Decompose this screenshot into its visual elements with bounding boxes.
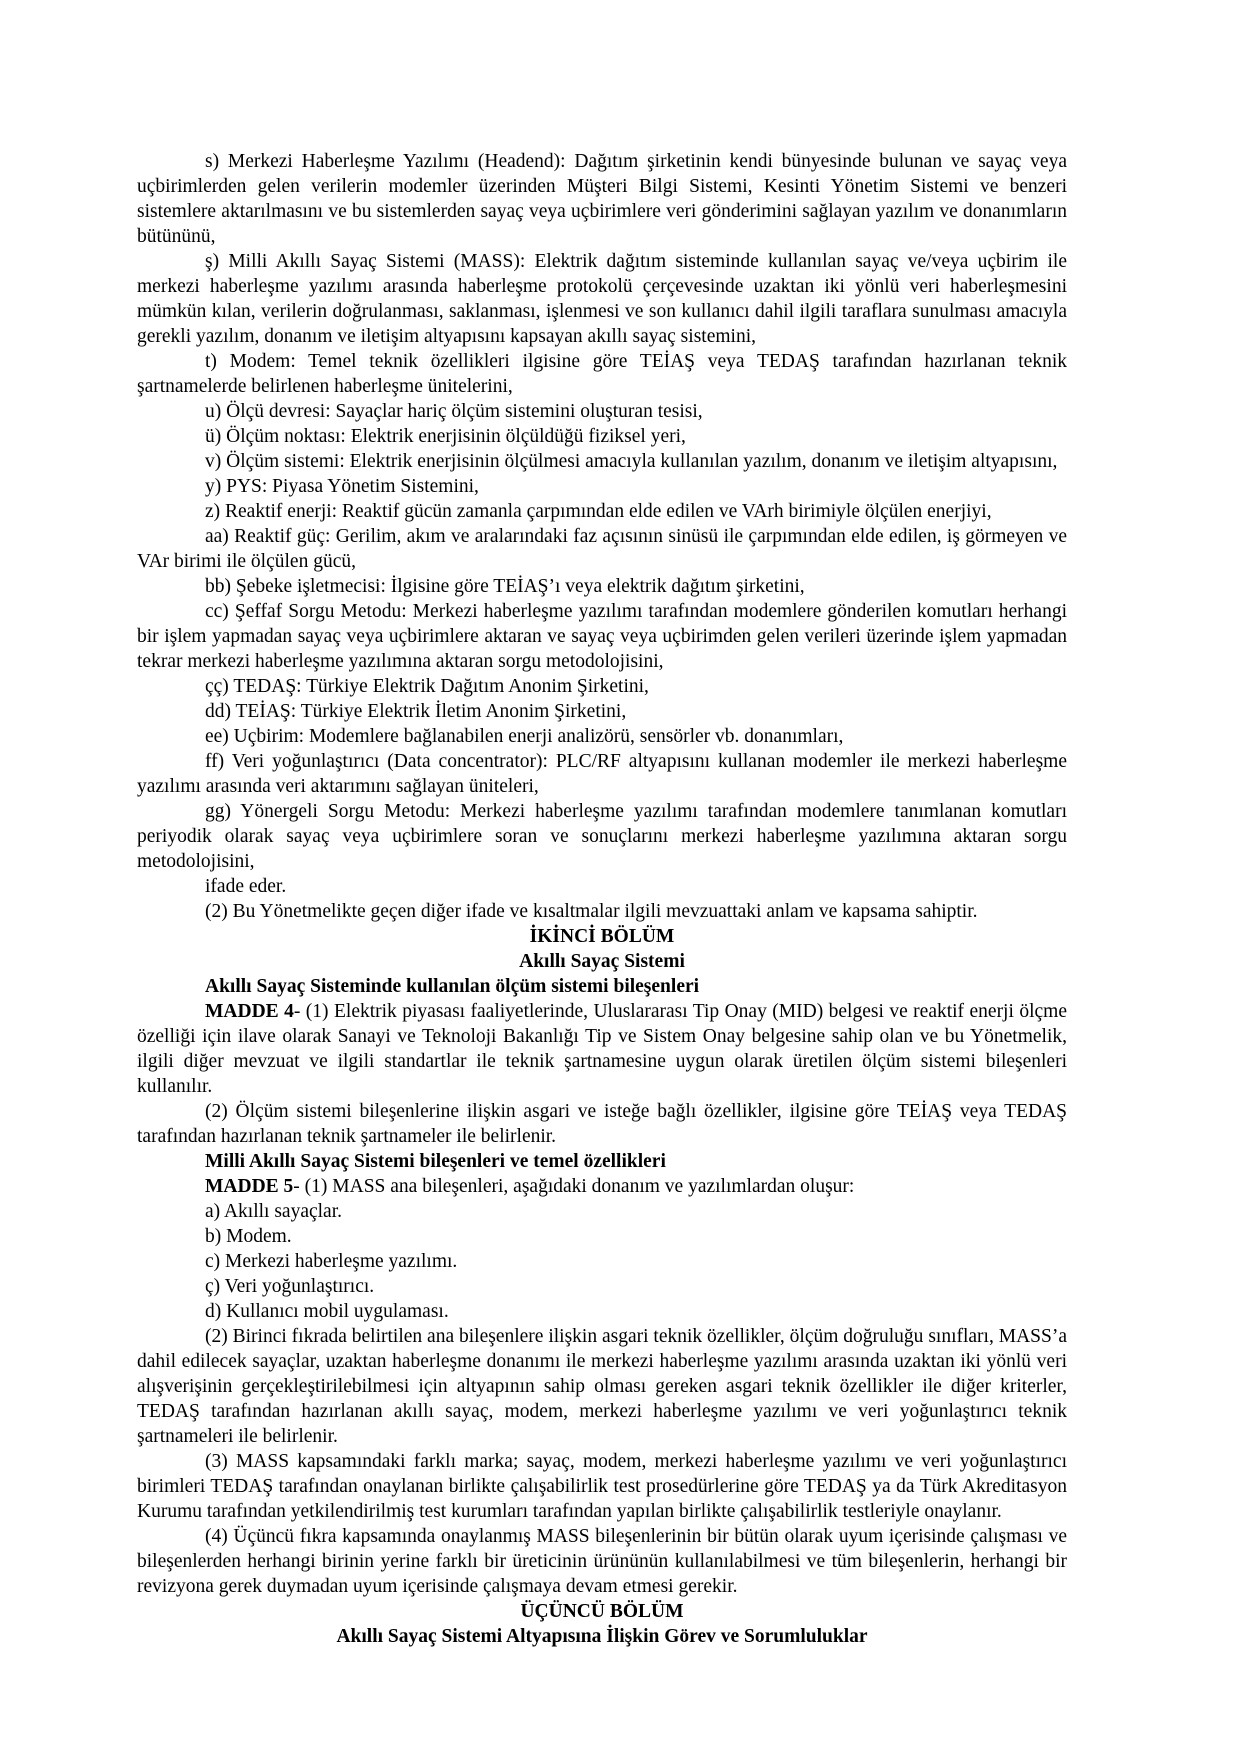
bold-text-run: Milli Akıllı Sayaç Sistemi bileşenleri ve temel özellikleri	[205, 1151, 666, 1172]
text-run: c) Merkezi haberleşme yazılımı.	[205, 1251, 458, 1272]
definition-item-bb	[137, 574, 1067, 599]
text-run: çç) TEDAŞ: Türkiye Elektrik Dağıtım Anonim Şirketini,	[205, 676, 649, 697]
definition-item-ss	[137, 249, 1067, 349]
definition-item-s	[137, 149, 1067, 249]
article-5-clause-4	[137, 1524, 1067, 1599]
definition-item-ff	[137, 749, 1067, 799]
definitions-closing	[137, 874, 1067, 899]
text-run: cc) Şeffaf Sorgu Metodu: Merkezi haberleşme yazılımı tarafından modemlere gönderilen komutları herhangi bir işlem yapmadan sayaç veya uçbirimlere aktaran ve sayaç veya uçbirimden gelen verileri üzerinde işlem yapmadan tekrar merkezi haberleşme yazılımına aktaran sorgu metodolojisini,	[137, 601, 1067, 672]
definition-item-aa	[137, 524, 1067, 574]
article-5-item-cc	[137, 1274, 1067, 1299]
chapter-2-subtitle	[137, 949, 1067, 974]
text-run: (3) MASS kapsamındaki farklı marka; sayaç, modem, merkezi haberleşme yazılımı ve veri yoğunlaştırıcı birimleri TEDAŞ tarafından onaylanan birlikte çalışabilirlik test prosedürlerine göre TEDAŞ ya da Türk Akreditasyon Kurumu tarafından yetkilendirilmiş test kurumları tarafından yapılan birlikte çalışabilirlik testleriyle onaylanır.	[137, 1451, 1067, 1522]
definition-item-z	[137, 499, 1067, 524]
article-4-heading	[137, 974, 1067, 999]
text-run: (2) Bu Yönetmelikte geçen diğer ifade ve kısaltmalar ilgili mevzuattaki anlam ve kapsama sahiptir.	[205, 901, 978, 922]
article-5-clause-1	[137, 1174, 1067, 1199]
text-run: gg) Yönergeli Sorgu Metodu: Merkezi haberleşme yazılımı tarafından modemlere tanımlanan komutları periyodik olarak sayaç veya uçbirimlere soran ve sonuçlarını merkezi haberleşme yazılımına aktaran sorgu metodolojisini,	[137, 801, 1067, 872]
definition-item-ee	[137, 724, 1067, 749]
definition-item-cccc	[137, 674, 1067, 699]
chapter-3-subtitle	[137, 1624, 1067, 1649]
text-run: ç) Veri yoğunlaştırıcı.	[205, 1276, 375, 1297]
text-run: ee) Uçbirim: Modemlere bağlanabilen enerji analizörü, sensörler vb. donanımları,	[205, 726, 844, 747]
article-5-heading	[137, 1149, 1067, 1174]
article-4-clause-2	[137, 1099, 1067, 1149]
definition-item-cc	[137, 599, 1067, 674]
text-run: y) PYS: Piyasa Yönetim Sistemini,	[205, 476, 479, 497]
article-5-item-b	[137, 1224, 1067, 1249]
definition-item-dd	[137, 699, 1067, 724]
text-run: b) Modem.	[205, 1226, 292, 1247]
text-run: - (1) MASS ana bileşenleri, aşağıdaki donanım ve yazılımlardan oluşur:	[293, 1176, 855, 1197]
text-run: (2) Birinci fıkrada belirtilen ana bileşenlere ilişkin asgari teknik özellikler, ölçüm doğruluğu sınıfları, MASS’a dahil edilecek sayaçlar, uzaktan haberleşme donanımı ile merkezi haberleşme yazılımı arasında uzaktan iki yönlü veri alışverişinin gerçekleştirilebilmesi için altyapının sahip olması gereken asgari teknik özellikler ile diğer kriterler, TEDAŞ tarafından hazırlanan akıllı sayaç, modem, merkezi haberleşme yazılımı ve veri yoğunlaştırıcı teknik şartnameleri ile belirlenir.	[137, 1326, 1067, 1447]
bold-text-run: Akıllı Sayaç Sisteminde kullanılan ölçüm sistemi bileşenleri	[205, 976, 700, 997]
document-content	[137, 149, 1067, 1649]
text-run: - (1) Elektrik piyasası faaliyetlerinde, Uluslararası Tip Onay (MID) belgesi ve reaktif enerji ölçme özelliği için ilave olarak Sanayi ve Teknoloji Bakanlığı Tip ve Sistem Onay belgesine sahip olan ve bu Yönetmelik, ilgili diğer mevzuat ve ilgili standartlar ile teknik şartnamesine uygun olarak üretilen ölçüm sistemi bileşenleri kullanılır.	[137, 1001, 1067, 1097]
article-5-clause-2	[137, 1324, 1067, 1449]
text-run: dd) TEİAŞ: Türkiye Elektrik İletim Anonim Şirketini,	[205, 701, 627, 722]
article-5-clause-3	[137, 1449, 1067, 1524]
definition-item-t	[137, 349, 1067, 399]
bold-text-run: İKİNCİ BÖLÜM	[529, 926, 675, 947]
bold-text-run: MADDE 5	[205, 1176, 294, 1197]
bold-text-run: Akıllı Sayaç Sistemi	[519, 951, 685, 972]
text-run: t) Modem: Temel teknik özellikleri ilgisine göre TEİAŞ veya TEDAŞ tarafından hazırlanan teknik şartnamelerde belirlenen haberleşme ünitelerini,	[137, 351, 1067, 397]
text-run: u) Ölçü devresi: Sayaçlar hariç ölçüm sistemini oluşturan tesisi,	[205, 401, 703, 422]
text-run: ff) Veri yoğunlaştırıcı (Data concentrator): PLC/RF altyapısını kullanan modemler ile merkezi haberleşme yazılımı arasında veri aktarımını sağlayan üniteleri,	[137, 751, 1067, 797]
clause-2-other-terms	[137, 899, 1067, 924]
bold-text-run: MADDE 4	[205, 1001, 294, 1022]
text-run: s) Merkezi Haberleşme Yazılımı (Headend): Dağıtım şirketinin kendi bünyesinde bulunan ve sayaç veya uçbirimlerden gelen verilerin modemler üzerinden Müşteri Bilgi Sistemi, Kesinti Yönetim Sistemi ve benzeri sistemlere aktarılmasını ve bu sistemlerden sayaç veya uçbirimlere veri gönderimini sağlayan yazılım ve donanımların bütününü,	[137, 151, 1067, 247]
article-5-item-a	[137, 1199, 1067, 1224]
definition-item-u	[137, 399, 1067, 424]
text-run: z) Reaktif enerji: Reaktif gücün zamanla çarpımından elde edilen ve VArh birimiyle ölçülen enerjiyi,	[205, 501, 992, 522]
definition-item-v	[137, 449, 1067, 474]
bold-text-run: Akıllı Sayaç Sistemi Altyapısına İlişkin Görev ve Sorumluluklar	[336, 1626, 868, 1647]
text-run: ü) Ölçüm noktası: Elektrik enerjisinin ölçüldüğü fiziksel yeri,	[205, 426, 686, 447]
text-run: a) Akıllı sayaçlar.	[205, 1201, 342, 1222]
text-run: ifade eder.	[205, 876, 287, 897]
article-5-item-c	[137, 1249, 1067, 1274]
article-5-item-d	[137, 1299, 1067, 1324]
chapter-2-heading	[137, 924, 1067, 949]
text-run: bb) Şebeke işletmecisi: İlgisine göre TEİAŞ’ı veya elektrik dağıtım şirketini,	[205, 576, 805, 597]
bold-text-run: ÜÇÜNCÜ BÖLÜM	[520, 1601, 684, 1622]
text-run: (4) Üçüncü fıkra kapsamında onaylanmış MASS bileşenlerinin bir bütün olarak uyum içerisinde çalışması ve bileşenlerden herhangi birinin yerine farklı bir üreticinin ürününün kullanılabilmesi ve tüm bileşenlerin, herhangi bir revizyona gerek duymadan uyum içerisinde çalışmaya devam etmesi gerekir.	[137, 1526, 1067, 1597]
definition-item-uu	[137, 424, 1067, 449]
text-run: ş) Milli Akıllı Sayaç Sistemi (MASS): Elektrik dağıtım sisteminde kullanılan sayaç ve/veya uçbirim ile merkezi haberleşme yazılımı arasında haberleşme protokolü çerçevesinde uzaktan iki yönlü veri haberleşmesini mümkün kılan, verilerin doğrulanması, saklanması, işlenmesi ve son kullanıcı dahil ilgili taraflara sunulması amacıyla gerekli yazılım, donanım ve iletişim altyapısını kapsayan akıllı sayaç sistemini,	[137, 251, 1067, 347]
article-4-clause-1	[137, 999, 1067, 1099]
text-run: (2) Ölçüm sistemi bileşenlerine ilişkin asgari ve isteğe bağlı özellikler, ilgisine göre TEİAŞ veya TEDAŞ tarafından hazırlanan teknik şartnameler ile belirlenir.	[137, 1101, 1067, 1147]
chapter-3-heading	[137, 1599, 1067, 1624]
text-run: d) Kullanıcı mobil uygulaması.	[205, 1301, 449, 1322]
text-run: v) Ölçüm sistemi: Elektrik enerjisinin ölçülmesi amacıyla kullanılan yazılım, donanım ve iletişim altyapısını,	[205, 451, 1058, 472]
definition-item-gg	[137, 799, 1067, 874]
definition-item-y	[137, 474, 1067, 499]
text-run: aa) Reaktif güç: Gerilim, akım ve aralarındaki faz açısının sinüsü ile çarpımından elde edilen, iş görmeyen ve VAr birimi ile ölçülen gücü,	[137, 526, 1067, 572]
